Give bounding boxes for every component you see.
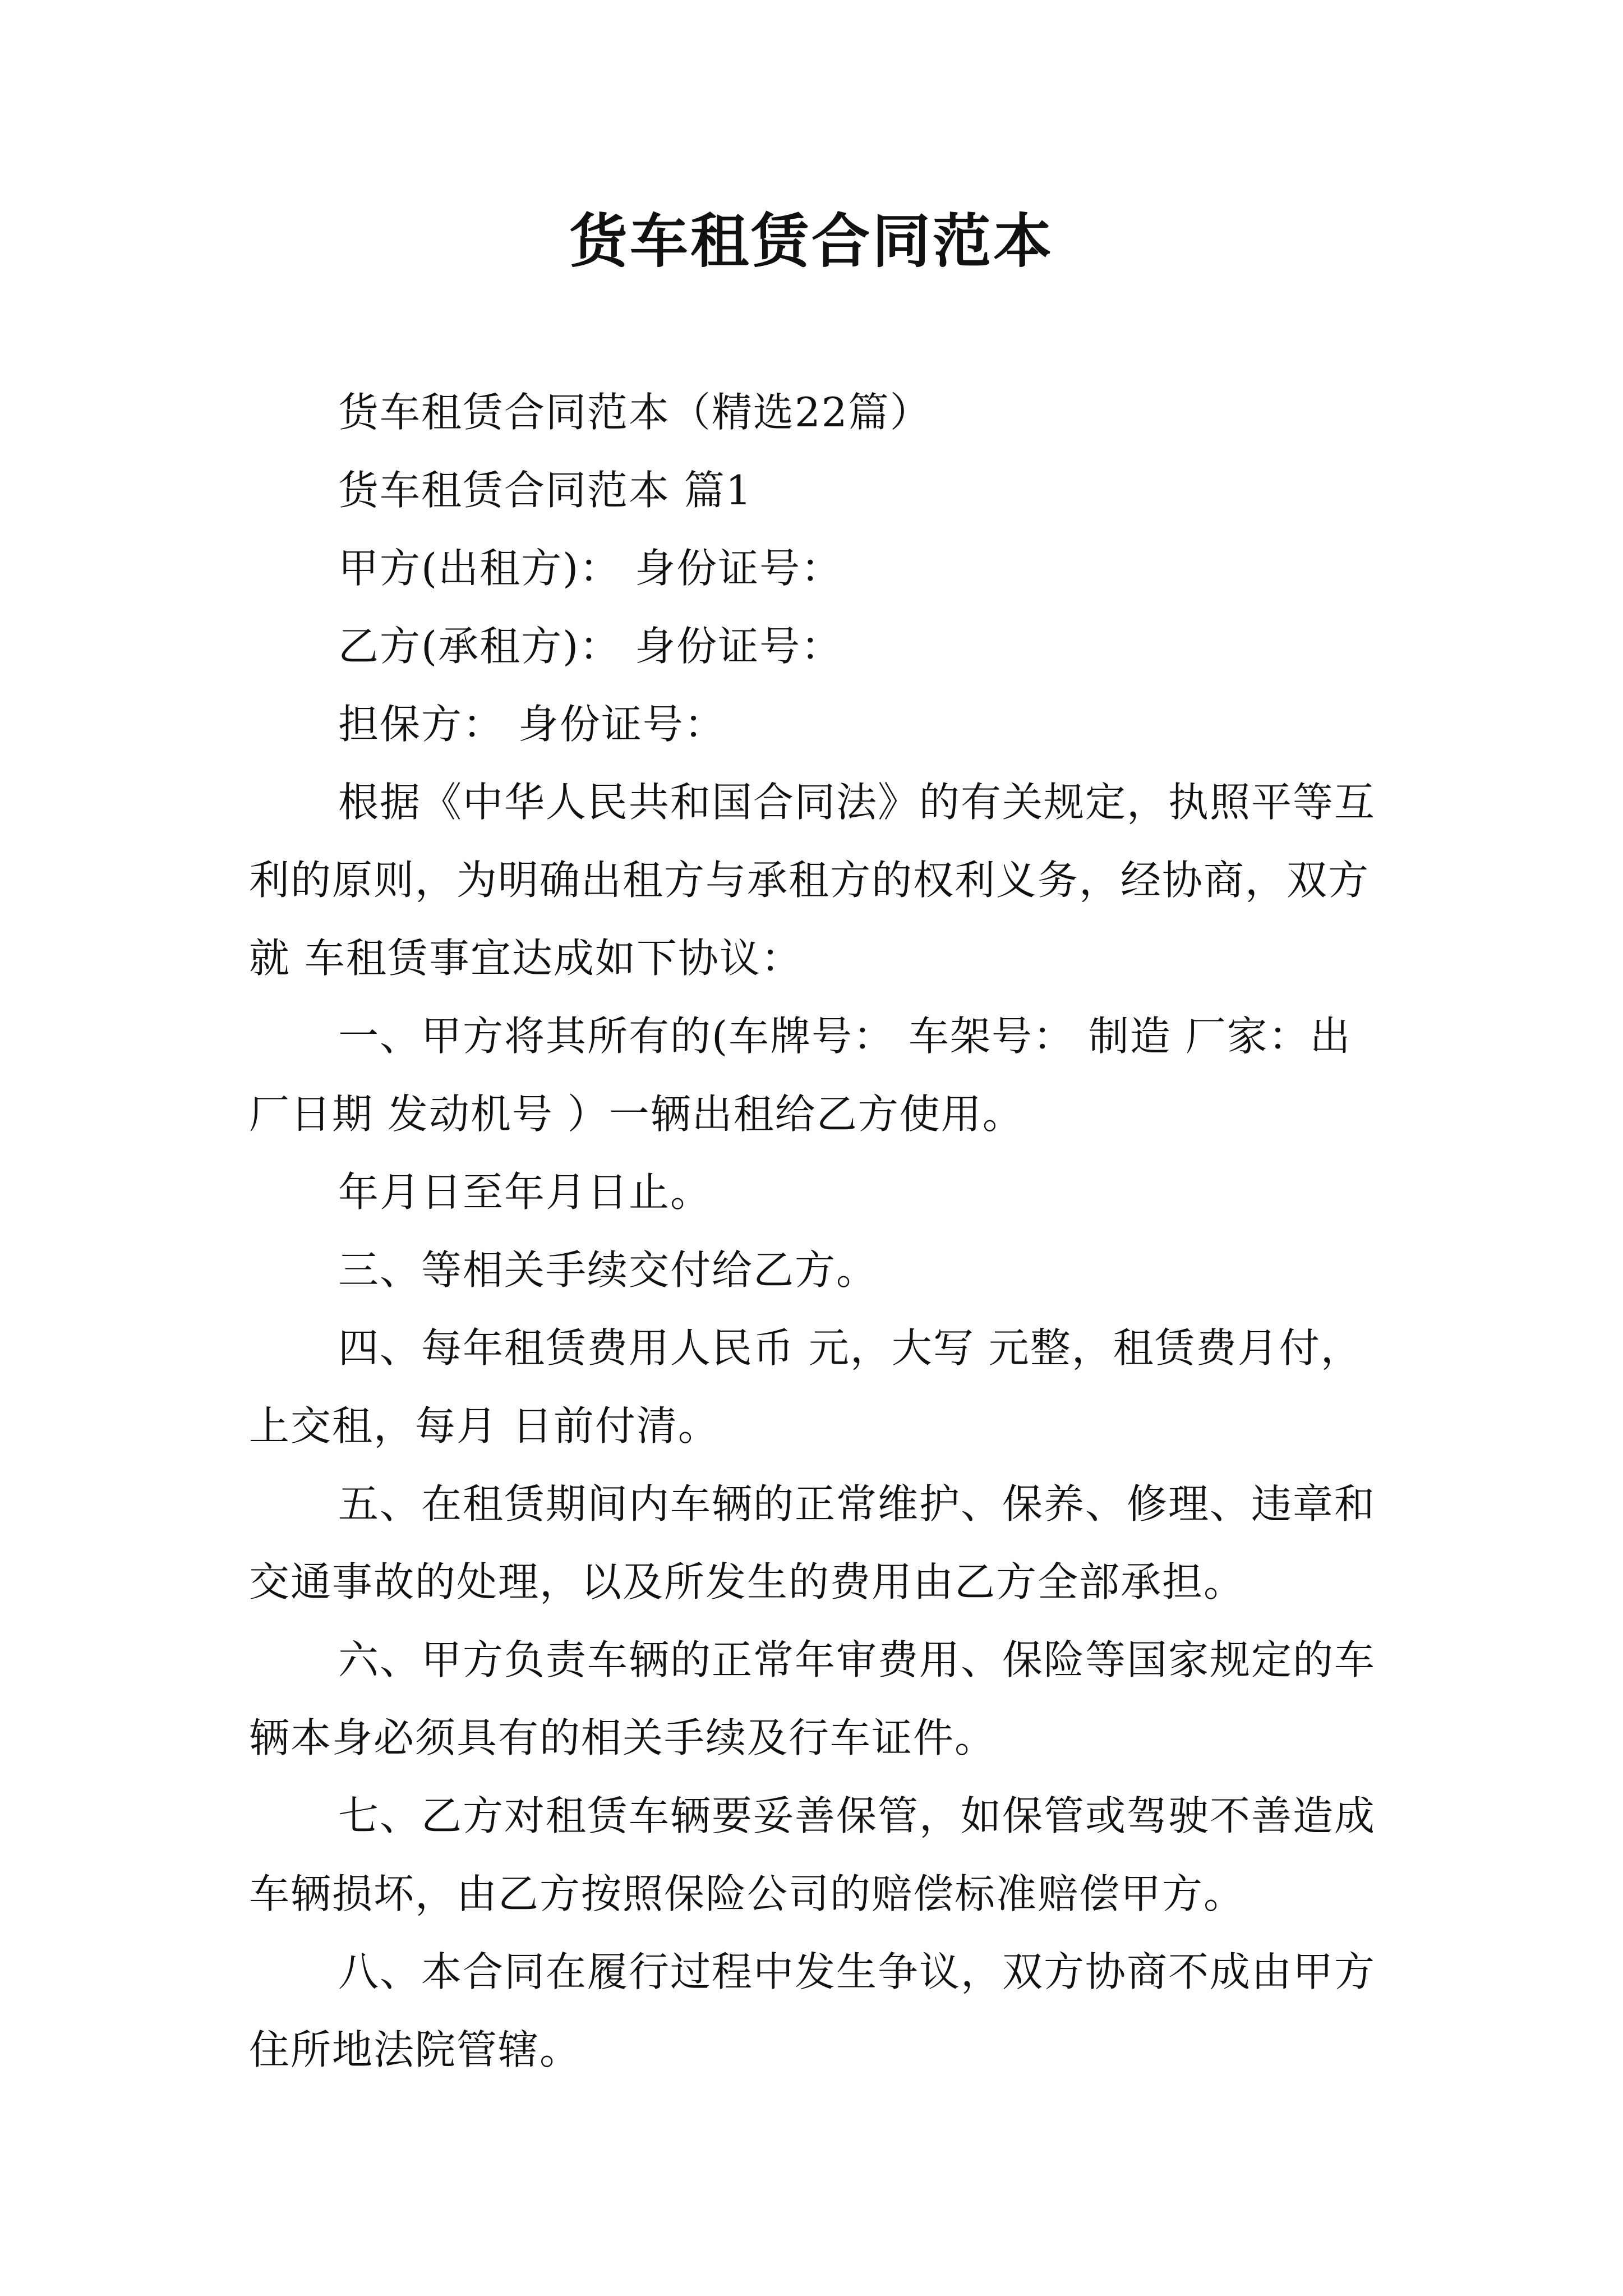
paragraph-clause-4: 四、每年租赁费用人民币 元，大写 元整，租赁费月付，上交租，每月 日前付清。 — [249, 1324, 1362, 1450]
paragraph-clause-3: 三、等相关手续交付给乙方。 — [338, 1246, 878, 1294]
paragraph-preamble: 根据《中华人民共和国合同法》的有关规定，执照平等互利的原则，为明确出租方与承租方的权利义务，经协商，双方就 车租赁事宜达成如下协议： — [249, 779, 1376, 982]
paragraph-party-a: 甲方(出租方)： 身份证号： — [338, 545, 843, 592]
paragraph-lease-term: 年月日至年月日止。 — [338, 1168, 712, 1216]
document-body — [249, 374, 1383, 2089]
paragraph-guarantor: 担保方： 身份证号： — [338, 701, 726, 748]
paragraph-clause-7: 七、乙方对租赁车辆要妥善保管，如保管或驾驶不善造成车辆损坏，由乙方按照保险公司的赔偿标准赔偿甲方。 — [249, 1792, 1376, 1917]
document-title: 货车租赁合同范本 — [569, 206, 1054, 275]
paragraph-clause-8: 八、本合同在履行过程中发生争议，双方协商不成由甲方住所地法院管辖。 — [249, 1948, 1376, 2073]
paragraph-subtitle: 货车租赁合同范本（精选22篇） — [338, 389, 932, 436]
paragraph-clause-6: 六、甲方负责车辆的正常年审费用、保险等国家规定的车辆本身必须具有的相关手续及行车证件。 — [249, 1636, 1376, 1761]
paragraph-party-b: 乙方(承租方)： 身份证号： — [338, 623, 843, 670]
paragraph-section-heading: 货车租赁合同范本 篇1 — [338, 467, 753, 514]
paragraph-clause-5: 五、在租赁期间内车辆的正常维护、保养、修理、违章和交通事故的处理，以及所发生的费用由乙方全部承担。 — [249, 1480, 1376, 1605]
paragraph-clause-1: 一、甲方将其所有的(车牌号： 车架号： 制造 厂家：出厂日期 发动机号 ）一辆出租给乙方使用。 — [249, 1013, 1352, 1138]
